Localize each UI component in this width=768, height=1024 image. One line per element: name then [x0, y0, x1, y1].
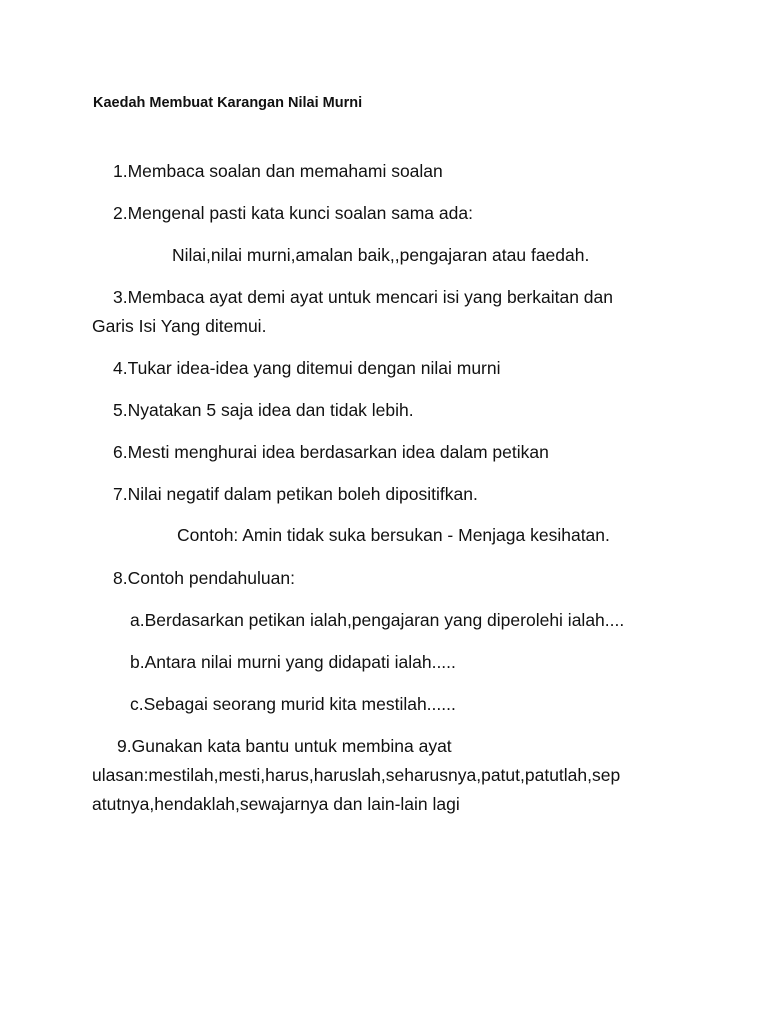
step-2-detail: Nilai,nilai murni,amalan baik,,pengajaran atau faedah.	[172, 245, 590, 265]
step-8-a: a.Berdasarkan petikan ialah,pengajaran yang diperolehi ialah....	[130, 610, 625, 630]
step-9-continued: ulasan:mestilah,mesti,harus,haruslah,seharusnya,patut,patutlah,sep	[92, 765, 621, 785]
step-9-continued-2: atutnya,hendaklah,sewajarnya dan lain-lain lagi	[92, 794, 460, 814]
step-7: 7.Nilai negatif dalam petikan boleh dipositifkan.	[113, 484, 478, 504]
step-5: 5.Nyatakan 5 saja idea dan tidak lebih.	[113, 400, 414, 420]
step-7-example: Contoh: Amin tidak suka bersukan - Menjaga kesihatan.	[177, 525, 610, 545]
step-8-c: c.Sebagai seorang murid kita mestilah......	[130, 694, 456, 714]
step-8: 8.Contoh pendahuluan:	[113, 568, 295, 588]
step-9: 9.Gunakan kata bantu untuk membina ayat	[117, 736, 452, 756]
document-title: Kaedah Membuat Karangan Nilai Murni	[93, 95, 363, 111]
step-4: 4.Tukar idea-idea yang ditemui dengan nilai murni	[113, 358, 501, 378]
step-8-b: b.Antara nilai murni yang didapati ialah.....	[130, 652, 456, 672]
step-6: 6.Mesti menghurai idea berdasarkan idea dalam petikan	[113, 442, 549, 462]
step-2: 2.Mengenal pasti kata kunci soalan sama ada:	[113, 203, 473, 223]
step-3: 3.Membaca ayat demi ayat untuk mencari isi yang berkaitan dan	[113, 287, 613, 307]
step-1: 1.Membaca soalan dan memahami soalan	[113, 161, 443, 181]
step-3-continued: Garis Isi Yang ditemui.	[92, 316, 267, 336]
